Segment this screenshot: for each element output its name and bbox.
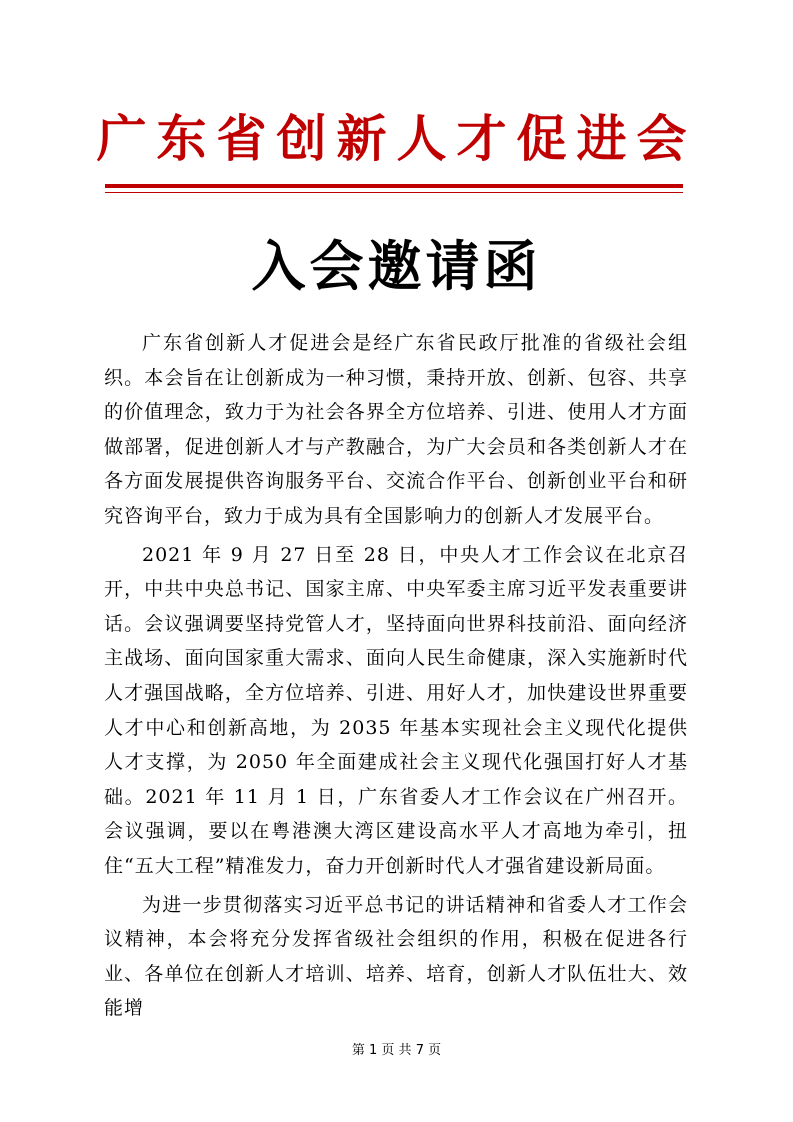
organization-name: 广东省创新人才促进会 — [96, 109, 697, 168]
document-title: 入会邀请函 — [251, 234, 542, 298]
paragraph: 广东省创新人才促进会是经广东省民政厅批准的省级社会组织。本会旨在让创新成为一种习惯，秉持开放、创新、包容、共享的价值理念，致力于为社会各界全方位培养、引进、使用人才方面做部署，促进创新人才与产教融合，为广大会员和各类创新人才在各方面发展提供咨询服务平台、交流合作平台、创新创业平台和研究咨询平台，致力于成为具有全国影响力的创新人才发展平台。 — [104, 332, 688, 527]
paragraph: 为进一步贯彻落实习近平总书记的讲话精神和省委人才工作会议精神，本会将充分发挥省级社会组织的作用，积极在促进各行业、各单位在创新人才培训、培养、培育，创新人才队伍壮大、效能增 — [104, 893, 688, 1020]
document-body — [104, 326, 688, 1030]
header-rule-thick — [105, 184, 683, 188]
paragraph: 2021 年 9 月 27 日至 28 日，中央人才工作会议在北京召开，中共中央总书记、国家主席、中央军委主席习近平发表重要讲话。会议强调要坚持党管人才，坚持面向世界科技前沿、面向经济主战场、面向国家重大需求、面向人民生命健康，深入实施新时代人才强国战略，全方位培养、引进、用好人才，加快建设世界重要人才中心和创新高地，为 2035 年基本实现社会主义现代化提供人才支撑，为 2050 年全面建成社会主义现代化强国打好人才基础。2021 年 11 月 1 日，广东省委人才工作会议在广州召开。会议强调，要以在粤港澳大湾区建设高水平人才高地为牵引，扭住“五大工程”精准发力，奋力开创新时代人才强省建设新局面。 — [104, 543, 688, 877]
page-number: 第 1 页 共 7 页 — [351, 1043, 442, 1058]
header-rule-thin — [105, 192, 683, 193]
